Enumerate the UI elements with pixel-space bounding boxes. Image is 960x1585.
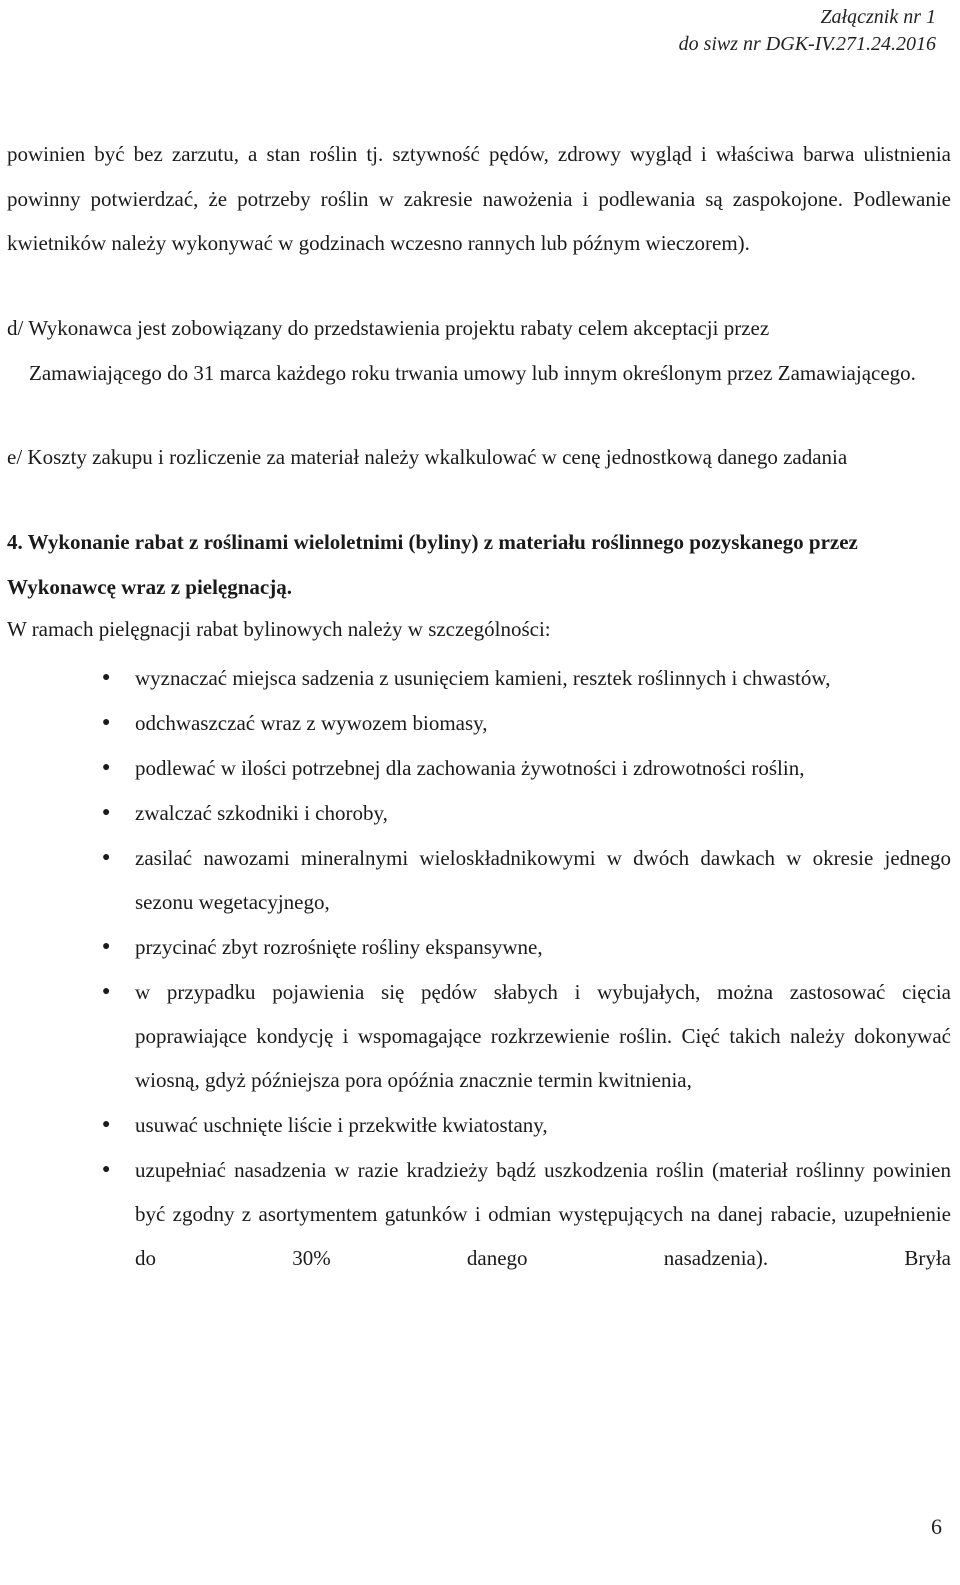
paragraph-d [7,306,951,396]
paragraph-e: e/ Koszty zakupu i rozliczenie za materiał należy wkalkulować w cenę jednostkową danego zadania [7,444,848,469]
bullet-icon: ● [102,714,111,730]
siwz-reference: do siwz nr DGK-IV.271.24.2016 [678,33,936,55]
bullet-icon: ● [102,1161,111,1177]
list-item: ● zasilać nawozami mineralnymi wieloskładnikowymi w dwóch dawkach w okresie jednego sezonu wegetacyjnego, [7,836,951,924]
list-item: ● w przypadku pojawienia się pędów słabych i wybujałych, można zastosować cięcia poprawiające kondycję i wspomagające rozkrzewienie roślin. Cięć takich należy dokonywać wiosną, gdyż późniejsza pora opóźnia znacznie termin kwitnienia, [7,970,951,1102]
list-item: ● uzupełniać nasadzenia w razie kradzieży bądź uszkodzenia roślin (materiał roślinny powinien być zgodny z asortymentem gatunków i odmian występujących na danej rabacie, uzupełnienie do 30% danego nasadzenia). Bryła [7,1148,951,1280]
bullet-icon: ● [102,849,111,865]
list-item: ● przycinać zbyt rozrośnięte rośliny ekspansywne, [7,925,951,969]
list-item: ● wyznaczać miejsca sadzenia z usunięciem kamieni, resztek roślinnych i chwastów, [7,656,951,700]
bullet-icon: ● [102,804,111,820]
list-item: ● usuwać uschnięte liście i przekwitłe kwiatostany, [7,1103,951,1147]
intro-paragraph: powinien być bez zarzutu, a stan roślin tj. sztywność pędów, zdrowy wygląd i właściwa barwa ulistnienia powinny potwierdzać, że potrzeby roślin w zakresie nawożenia i podlewania są zaspokojone. Podlewanie kwietników należy wykonywać w godzinach wczesno rannych lub późnym wieczorem). [7,142,951,255]
section-4-heading: 4. Wykonanie rabat z roślinami wieloletnimi (byliny) z materiału roślinnego pozyskanego przez Wykonawcę wraz z pielęgnacją. [7,529,858,599]
section-4-lead: W ramach pielęgnacji rabat bylinowych należy w szczególności: [7,616,551,641]
list-item: ● odchwaszczać wraz z wywozem biomasy, [7,701,951,745]
page-number: 6 [931,1514,942,1539]
bullet-icon: ● [102,983,111,999]
document-body [7,132,951,1281]
paragraph-d-line1: d/ Wykonawca jest zobowiązany do przedstawienia projektu rabaty celem akceptacji przez [7,315,770,340]
document-header [679,4,936,58]
bullet-icon: ● [102,669,111,685]
list-item: ● podlewać w ilości potrzebnej dla zachowania żywotności i zdrowotności roślin, [7,746,951,790]
maintenance-list [7,656,951,1280]
bullet-icon: ● [102,938,111,954]
list-item: ● zwalczać szkodniki i choroby, [7,791,951,835]
paragraph-d-line2: Zamawiającego do 31 marca każdego roku trwania umowy lub innym określonym przez Zamawiającego. [29,360,916,385]
bullet-icon: ● [102,1116,111,1132]
bullet-icon: ● [102,759,111,775]
attachment-label: Załącznik nr 1 [820,6,936,28]
